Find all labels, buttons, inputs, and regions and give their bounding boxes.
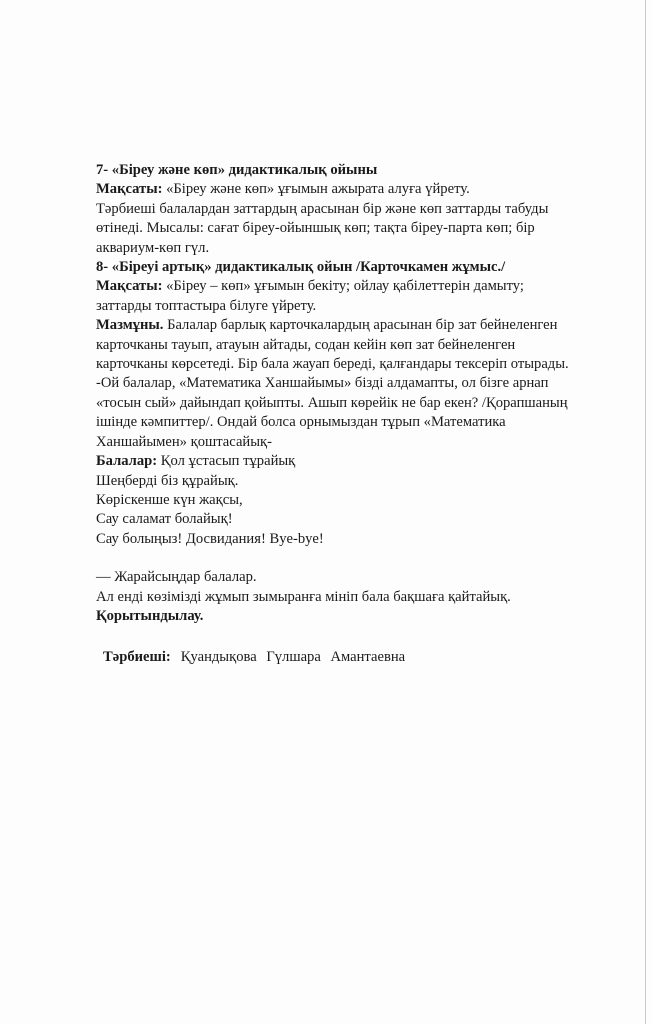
- game8-heading: 8- «Біреуі артық» дидактикалық ойын /Карточкамен жұмыс./: [96, 259, 506, 276]
- game7-goal-text: «Біреу және көп» ұғымын ажырата алуға үйрету.: [162, 181, 470, 198]
- conclusion-heading: Қорытындылау.: [96, 607, 204, 624]
- teacher-name: Қуандықова Гүлшара Амантаевна: [180, 649, 406, 665]
- poem-line-3: Көріскенше күн жақсы,: [96, 491, 243, 508]
- poem-first-line: [96, 452, 596, 471]
- teacher-label: Тәрбиеші:: [103, 649, 171, 665]
- game8-goal: [96, 277, 596, 296]
- game8-content-line-2: карточканы көрсетеді. Бір бала жауап береді, қалғандары тексеріп отырады.: [96, 356, 569, 373]
- game7-line-3: аквариум-көп гүл.: [96, 239, 210, 256]
- game8-content-line-4: «тосын сый» дайындап қойыпты. Ашып көрейік не бар екен? /Қорапшаның: [96, 394, 568, 411]
- closing-line-2: Ал енді көзімізді жұмып зымыранға мініп бала бақшаға қайтайық.: [96, 588, 511, 605]
- teacher-signature-line: [103, 648, 405, 667]
- game8-content: [96, 316, 596, 335]
- game8-content-line-6: Ханшайымен» қоштасайық-: [96, 433, 272, 450]
- poem-first-text: Қол ұстасып тұрайық: [157, 453, 296, 470]
- poem-line-5: Сау болыңыз! Досвидания! Bye-bye!: [96, 530, 324, 547]
- poem-line-4: Сау саламат болайық!: [96, 511, 233, 528]
- poem-line-2: Шеңберді біз құрайық.: [96, 472, 239, 489]
- game7-line-2: өтінеді. Мысалы: сағат біреу-ойыншық көп; тақта біреу-парта көп; бір: [96, 220, 535, 237]
- game8-goal-label: Мақсаты:: [96, 278, 163, 295]
- blank-line: [96, 549, 596, 568]
- game8-content-text: Балалар барлық карточкалардың арасынан бір зат бейнеленген: [163, 317, 558, 334]
- closing-line-1: — Жарайсыңдар балалар.: [96, 569, 257, 586]
- scan-edge-line: [645, 0, 646, 1024]
- game8-content-line-1: карточканы тауып, атауын айтады, содан кейін көп зат бейнеленген: [96, 336, 516, 353]
- game7-heading: 7- «Біреу және көп» дидактикалық ойыны: [96, 162, 378, 178]
- game7-line-1: Тәрбиеші балалардан заттардың арасынан бір және көп заттарды табуды: [96, 200, 549, 217]
- poem-label: Балалар:: [96, 453, 158, 470]
- game7-goal-label: Мақсаты:: [96, 181, 163, 198]
- game8-goal-text: «Біреу – көп» ұғымын бекіту; ойлау қабілеттерін дамыту;: [162, 278, 524, 295]
- game8-content-line-5: ішінде кәмпиттер/. Ондай болса орнымыздан тұрып «Математика: [96, 414, 506, 431]
- document-body: [96, 161, 596, 626]
- game8-content-line-3: -Ой балалар, «Математика Ханшайымы» бізді алдамапты, ол бізге арнап: [96, 375, 549, 392]
- game8-goal-line-2: заттарды топтастыра білуге үйрету.: [96, 297, 317, 314]
- game8-content-label: Мазмұны.: [96, 317, 164, 334]
- game7-goal: [96, 180, 596, 199]
